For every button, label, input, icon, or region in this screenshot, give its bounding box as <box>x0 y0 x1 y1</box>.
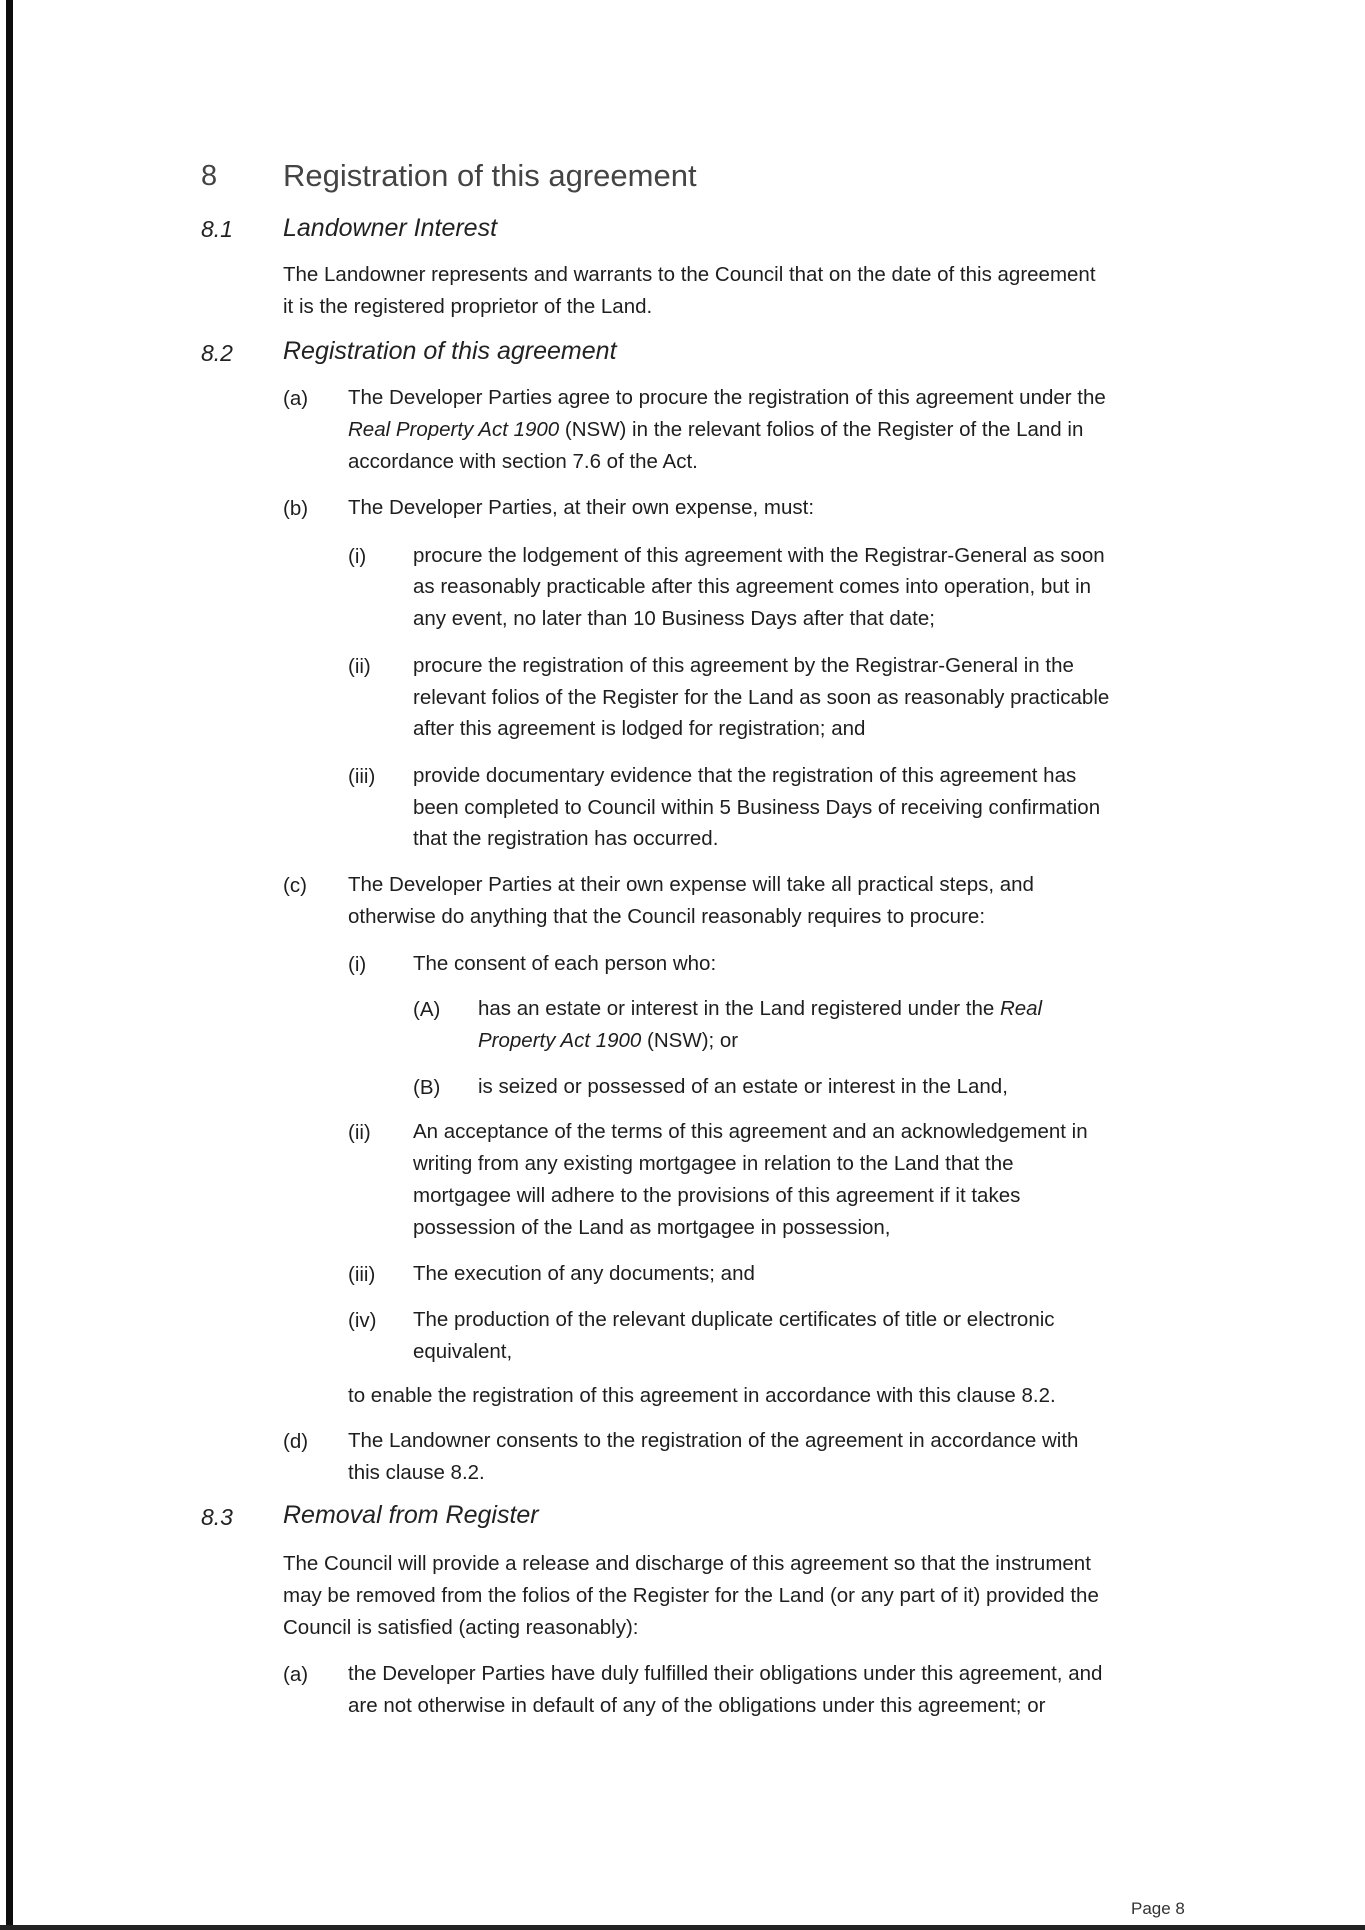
section-number: 8 <box>201 160 218 192</box>
list-label: (b) <box>283 497 309 520</box>
scan-edge <box>6 0 13 1930</box>
list-item-line <box>478 1025 738 1057</box>
scan-edge-bottom <box>0 1925 1365 1930</box>
clause-heading: Registration of this agreement <box>283 337 617 365</box>
list-item-line: procure the lodgement of this agreement with the Registrar-General as soon <box>413 544 1105 567</box>
list-item-line <box>348 414 1083 446</box>
list-label: (i) <box>348 545 367 568</box>
list-item-line: The production of the relevant duplicate certificates of title or electronic <box>413 1308 1055 1331</box>
list-label: (iii) <box>348 765 376 788</box>
act-name: Real <box>999 997 1043 1020</box>
clause-heading: Removal from Register <box>283 1501 539 1529</box>
list-item-line: as reasonably practicable after this agreement comes into operation, but in <box>413 575 1092 598</box>
list-item-line: The Developer Parties, at their own expense, must: <box>348 496 815 519</box>
list-item-line: been completed to Council within 5 Business Days of receiving confirmation <box>413 796 1101 819</box>
act-name: Real Property Act 1900 <box>348 418 560 441</box>
list-label: (a) <box>283 387 309 410</box>
list-item-line: provide documentary evidence that the registration of this agreement has <box>413 764 1077 787</box>
clause-number: 8.1 <box>201 216 233 242</box>
list-item-line: mortgagee will adhere to the provisions of this agreement if it takes <box>413 1184 1021 1207</box>
clause-heading: Landowner Interest <box>283 214 498 242</box>
list-item-line: writing from any existing mortgagee in relation to the Land that the <box>413 1152 1014 1175</box>
list-item-line: possession of the Land as mortgagee in possession, <box>413 1216 891 1239</box>
text-fragment: (NSW); or <box>641 1029 739 1052</box>
list-item-line: An acceptance of the terms of this agreement and an acknowledgement in <box>413 1120 1088 1143</box>
list-label: (d) <box>283 1430 309 1453</box>
list-item-line: The Developer Parties agree to procure the registration of this agreement under the <box>348 386 1106 409</box>
paragraph-line: to enable the registration of this agreement in accordance with this clause 8.2. <box>348 1384 1056 1407</box>
list-item-line: The execution of any documents; and <box>413 1262 755 1285</box>
list-item-line: otherwise do anything that the Council reasonably requires to procure: <box>348 905 986 928</box>
paragraph-line: it is the registered proprietor of the Land. <box>283 295 653 318</box>
list-item-line: the Developer Parties have duly fulfilled their obligations under this agreement, and <box>348 1662 1103 1685</box>
paragraph-line: The Council will provide a release and discharge of this agreement so that the instrument <box>283 1552 1091 1575</box>
list-item-line: accordance with section 7.6 of the Act. <box>348 450 698 473</box>
list-label: (i) <box>348 953 367 976</box>
clause-number: 8.2 <box>201 340 233 366</box>
list-item-line: that the registration has occurred. <box>413 827 719 850</box>
list-label: (B) <box>413 1076 441 1099</box>
text-fragment: has an estate or interest in the Land registered under the <box>478 997 1000 1020</box>
paragraph-line: may be removed from the folios of the Register for the Land (or any part of it) provided the <box>283 1584 1099 1607</box>
page-number: Page 8 <box>1131 1899 1185 1918</box>
clause-number: 8.3 <box>201 1504 233 1530</box>
list-item-line: procure the registration of this agreement by the Registrar-General in the <box>413 654 1074 677</box>
list-item-line: is seized or possessed of an estate or interest in the Land, <box>478 1075 1008 1098</box>
list-item-line: The Developer Parties at their own expense will take all practical steps, and <box>348 873 1034 896</box>
list-item-line: after this agreement is lodged for registration; and <box>413 717 866 740</box>
list-item-line: The consent of each person who: <box>413 952 717 975</box>
list-item-line: The Landowner consents to the registration of the agreement in accordance with <box>348 1429 1079 1452</box>
act-name: Property Act 1900 <box>478 1029 642 1052</box>
list-item-line: are not otherwise in default of any of the obligations under this agreement; or <box>348 1694 1046 1717</box>
list-label: (ii) <box>348 655 371 678</box>
list-label: (ii) <box>348 1121 371 1144</box>
list-item-line <box>478 993 1042 1025</box>
list-item-line: equivalent, <box>413 1340 513 1363</box>
section-title: Registration of this agreement <box>283 158 697 193</box>
list-label: (c) <box>283 874 307 897</box>
list-item-line: any event, no later than 10 Business Days after that date; <box>413 607 935 630</box>
list-item-line: relevant folios of the Register for the Land as soon as reasonably practicable <box>413 686 1110 709</box>
text-fragment: (NSW) in the relevant folios of the Register of the Land in <box>559 418 1084 441</box>
list-label: (iv) <box>348 1309 377 1332</box>
list-label: (A) <box>413 998 441 1021</box>
list-item-line: this clause 8.2. <box>348 1461 485 1484</box>
paragraph-line: Council is satisfied (acting reasonably): <box>283 1616 639 1639</box>
paragraph-line: The Landowner represents and warrants to the Council that on the date of this agreement <box>283 263 1096 286</box>
list-label: (a) <box>283 1663 309 1686</box>
list-label: (iii) <box>348 1263 376 1286</box>
